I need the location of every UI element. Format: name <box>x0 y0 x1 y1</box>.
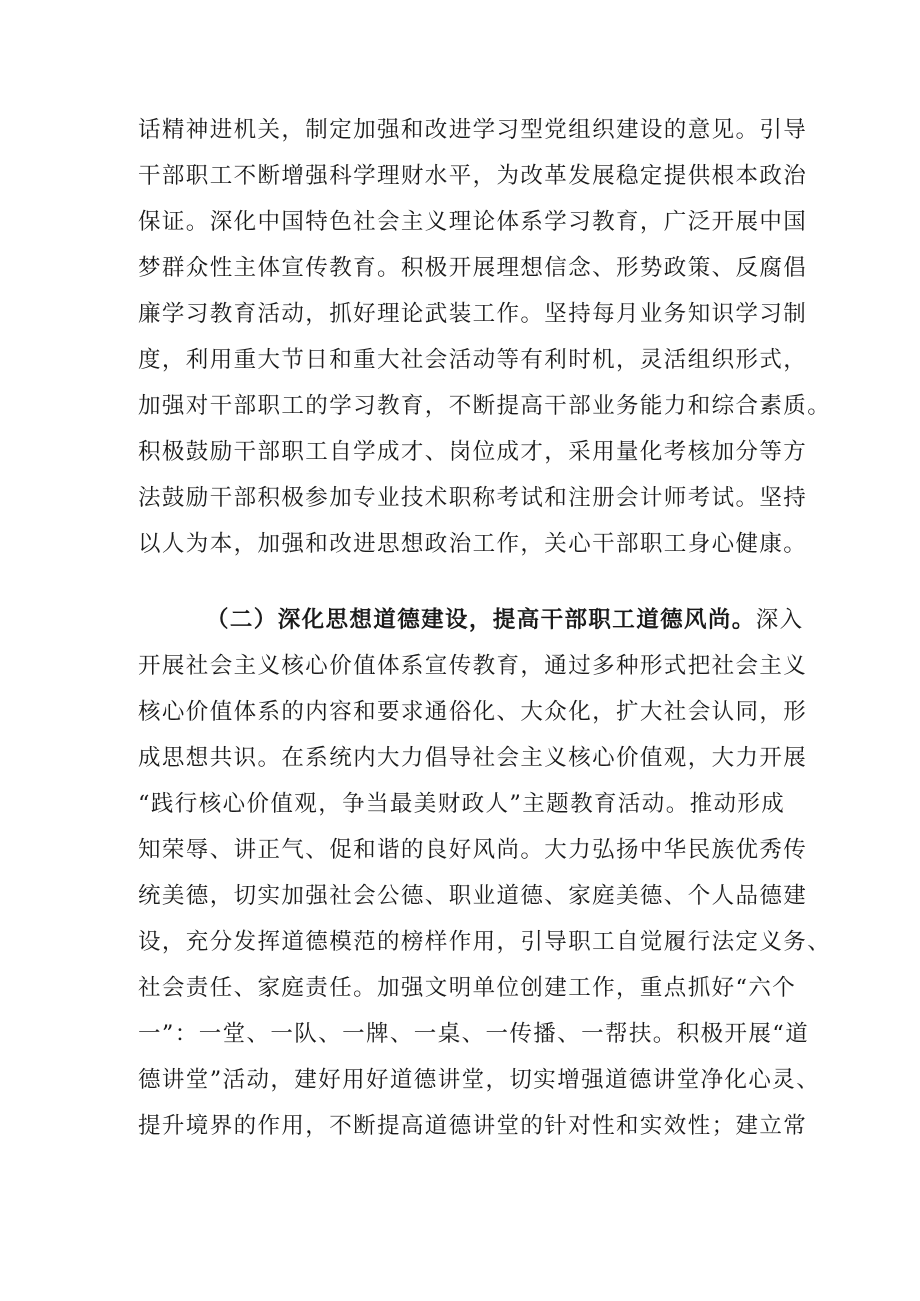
text-line: 开展社会主义核心价值体系宣传教育，通过多种形式把社会主义 <box>138 653 808 679</box>
text-line: “践行核心价值观，争当最美财政人”主题教育活动。推动形成 <box>138 791 786 817</box>
text-line: 社会责任、家庭责任。加强文明单位创建工作，重点抓好“六个 <box>138 975 797 1001</box>
text-line: 核心价值体系的内容和要求通俗化、大众化，扩大社会认同，形 <box>138 699 808 725</box>
text-line: 德讲堂”活动，建好用好道德讲堂，切实增强道德讲堂净化心灵、 <box>138 1067 821 1093</box>
heading-continuation: 深入 <box>755 607 804 633</box>
text-line: 设，充分发挥道德模范的榜样作用，引导职工自觉履行法定义务、 <box>138 929 832 955</box>
section-heading-line <box>206 597 886 643</box>
text-line: 保证。深化中国特色社会主义理论体系学习教育，广泛开展中国 <box>138 209 808 235</box>
text-line: 积极鼓励干部职工自学成才、岗位成才，采用量化考核加分等方 <box>138 439 808 465</box>
text-line: 法鼓励干部积极参加专业技术职称考试和注册会计师考试。坚持 <box>138 485 808 511</box>
text-line: 成思想共识。在系统内大力倡导社会主义核心价值观，大力开展 <box>138 745 808 771</box>
section-heading: （二）深化思想道德建设，提高干部职工道德风尚。 <box>206 607 756 633</box>
text-line: 干部职工不断增强科学理财水平，为改革发展稳定提供根本政治 <box>138 163 808 189</box>
text-line: 一”：一堂、一队、一牌、一桌、一传播、一帮扶。积极开展“道 <box>138 1021 810 1047</box>
text-line: 提升境界的作用，不断提高道德讲堂的针对性和实效性；建立常 <box>138 1113 808 1139</box>
text-line: 以人为本，加强和改进思想政治工作，关心干部职工身心健康。 <box>138 531 808 557</box>
text-line: 话精神进机关，制定加强和改进学习型党组织建设的意见。引导 <box>138 117 808 143</box>
text-line: 梦群众性主体宣传教育。积极开展理想信念、形势政策、反腐倡 <box>138 255 808 281</box>
text-line: 廉学习教育活动，抓好理论武装工作。坚持每月业务知识学习制 <box>138 301 808 327</box>
text-line: 度，利用重大节日和重大社会活动等有利时机，灵活组织形式， <box>138 347 808 373</box>
text-line: 加强对干部职工的学习教育，不断提高干部业务能力和综合素质。 <box>138 393 832 419</box>
text-line: 统美德，切实加强社会公德、职业道德、家庭美德、个人品德建 <box>138 883 808 909</box>
text-line: 知荣辱、讲正气、促和谐的良好风尚。大力弘扬中华民族优秀传 <box>138 837 808 863</box>
